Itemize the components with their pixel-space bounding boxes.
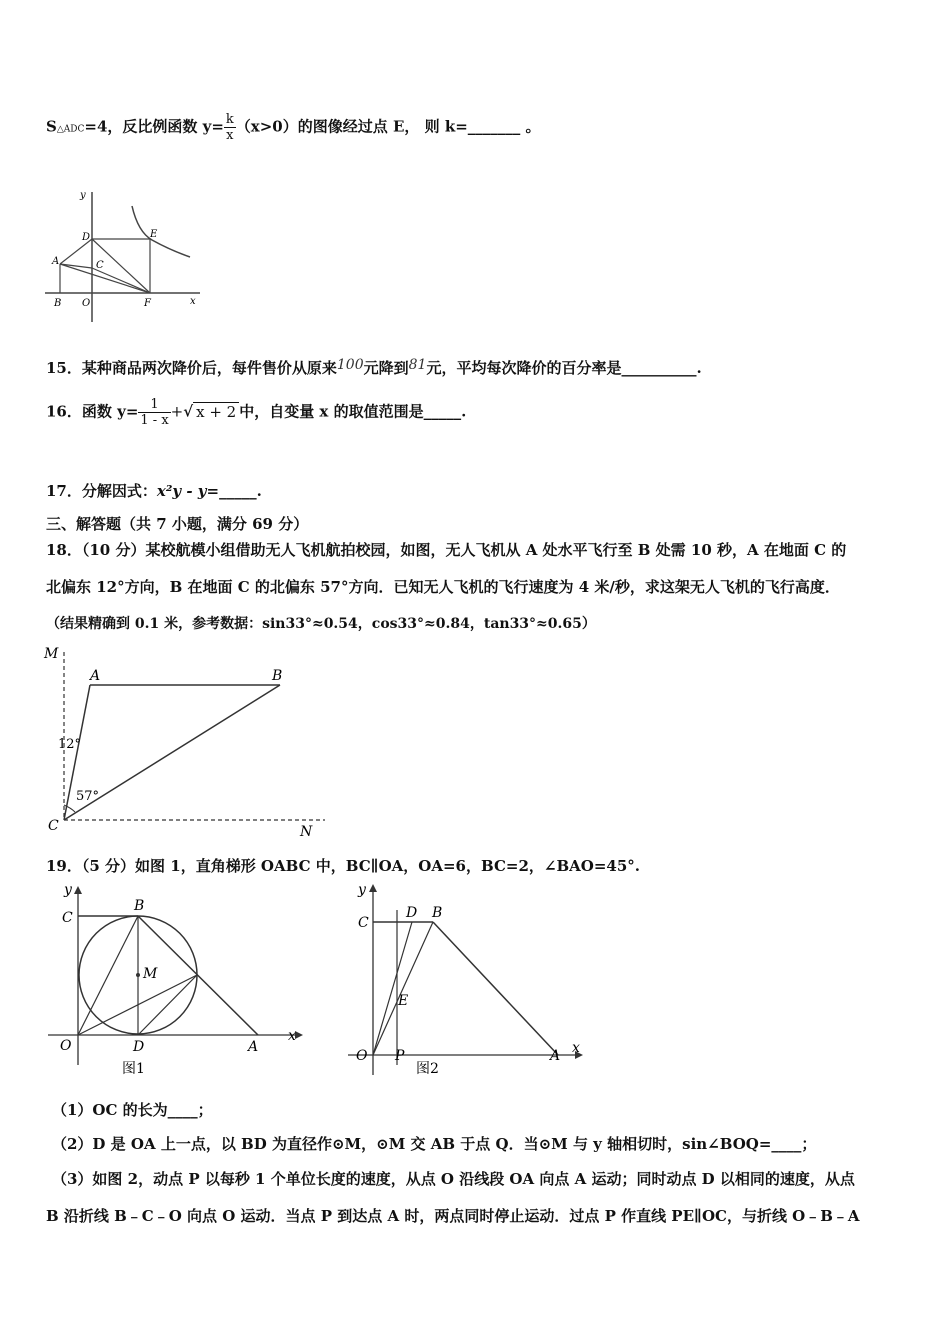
fig2-label-O: O [356, 1048, 368, 1064]
q15-text2: 元降到 [363, 359, 409, 377]
q18-label-C: C [48, 818, 59, 834]
q14-label-E: E [150, 229, 158, 240]
q14-blank: _______ [467, 117, 521, 136]
fig1-label-D: D [133, 1039, 145, 1055]
section-3-heading: 三、解答题（共 7 小题，满分 69 分） [46, 515, 309, 533]
q17-blank: _____ [219, 482, 257, 500]
q19-sub1: （1）OC 的长为____； [52, 1101, 213, 1119]
fig1-label-B: B [134, 898, 145, 914]
fig2-label-y: y [358, 882, 366, 898]
q19-sub3-line1: （3）如图 2，动点 P 以每秒 1 个单位长度的速度，从点 O 沿线段 OA 向点 A 运动；同时动点 D 以相同的速度，从点 [52, 1170, 855, 1188]
fig2-line-BA [433, 922, 558, 1055]
q14-text1: =4，反比例函数 y= [84, 117, 224, 136]
q15-value-81: 81 [408, 357, 427, 373]
fig2-label-C: C [358, 915, 369, 931]
fig2-label-D: D [406, 905, 418, 921]
q17-end: . [256, 482, 262, 500]
q19-sub2: （2）D 是 OA 上一点，以 BD 为直径作⊙M，⊙M 交 AB 于点 Q．当⊙M 与 y 轴相切时，sin∠BOQ=____； [52, 1135, 817, 1153]
fig1-y-arrow [74, 886, 82, 894]
q14-label-B: B [54, 298, 62, 309]
q14-label-x: x [190, 296, 196, 307]
fig1-caption: 图1 [122, 1061, 145, 1077]
fig1-line-OB [78, 916, 138, 1035]
q14-line-AF [60, 264, 150, 293]
q19-figure1 [40, 880, 320, 1080]
q17-text1: 分解因式： [81, 482, 157, 500]
q16-blank: _____ [423, 402, 462, 421]
q14-frac-num: k [225, 112, 234, 127]
fig1-label-A: A [248, 1039, 259, 1055]
q18-line1: 18．（10 分）某校航模小组借助无人飞机航拍校园，如图，无人飞机从 A 处水平飞行至 B 处需 10 秒，A 在地面 C 的 [46, 541, 847, 559]
q14-label-C: C [96, 260, 104, 271]
q14-line [46, 112, 541, 143]
fig2-label-P: P [395, 1048, 405, 1064]
fig2-line-OB [373, 922, 433, 1055]
q18-line2: 北偏东 12°方向，B 在地面 C 的北偏东 57°方向．已知无人飞机的飞行速度为 4 米/秒，求这架无人飞机的飞行高度． [46, 578, 840, 596]
q14-text2: （x>0）的图像经过点 E， 则 k= [235, 117, 468, 136]
q19-figure2 [340, 880, 600, 1080]
q14-label-D: D [82, 232, 91, 243]
fig1-x-arrow [295, 1031, 303, 1039]
q16-text2: 中，自变量 x 的取值范围是 [239, 402, 424, 421]
q14-frac-den: x [226, 128, 234, 143]
q15-number: 15． [46, 359, 82, 377]
fig1-label-x: x [288, 1028, 296, 1044]
q18-figure [40, 640, 340, 840]
q14-label-F: F [144, 298, 151, 309]
q15-text1: 某种商品两次降价后，每件售价从原来 [81, 359, 337, 377]
q18-label-B: B [272, 668, 283, 684]
q14-hyperbola [132, 206, 190, 257]
fig2-y-arrow [369, 884, 377, 892]
q18-label-A: A [90, 668, 101, 684]
q18-label-M: M [44, 646, 59, 662]
q18-angle-12: 12° [58, 737, 82, 752]
q15-blank: __________ [621, 359, 697, 377]
q14-fraction [224, 112, 236, 143]
q16-frac-den: 1 - x [140, 413, 169, 428]
q14-subscript: △ADC [56, 124, 85, 135]
q15-line [46, 357, 702, 378]
q14-s: S [46, 117, 57, 136]
q16-plus: + [170, 402, 184, 421]
fig1-center-M [136, 973, 140, 977]
q14-end: 。 [520, 117, 541, 136]
q16-sqrt: x + 2 [193, 402, 239, 421]
q16-number: 16． [46, 402, 82, 421]
q17-line [46, 480, 262, 501]
q16-fraction [138, 397, 170, 428]
fig1-label-y: y [64, 882, 72, 898]
fig2-label-B: B [432, 905, 443, 921]
q19-sub3-line2: B 沿折线 B﹣C﹣O 向点 O 运动．当点 P 到达点 A 时，两点同时停止运动．过点 P 作直线 PE∥OC，与折线 O﹣B﹣A [46, 1207, 860, 1225]
q18-label-N: N [300, 824, 313, 840]
fig1-label-M: M [143, 966, 158, 982]
q14-figure [40, 182, 210, 332]
fig1-label-O: O [60, 1038, 72, 1054]
fig2-label-A: A [550, 1048, 561, 1064]
fig2-line-OD [373, 922, 412, 1055]
q14-label-y: y [80, 190, 86, 201]
fig2-label-x: x [572, 1040, 580, 1056]
q16-line: 16．函数 y= $\frac{1}{1 - x}$ +√ x + 2 中，自变量 x 的取值范围是_____. [46, 397, 467, 428]
q14-line-CF [92, 268, 150, 293]
q15-text3: 元，平均每次降价的百分率是 [426, 359, 622, 377]
q14-label-O: O [82, 298, 91, 309]
q14-label-A: A [52, 256, 60, 267]
q17-number: 17． [46, 482, 82, 500]
q17-expression: x²y - y= [156, 482, 220, 500]
q15-end: . [696, 359, 702, 377]
q18-angle-57: 57° [76, 789, 100, 804]
q16-end: . [461, 402, 467, 421]
q15-value-100: 100 [336, 357, 364, 373]
q16-frac-num: 1 [138, 397, 170, 413]
fig2-caption: 图2 [416, 1061, 439, 1077]
q18-line3: （结果精确到 0.1 米，参考数据：sin33°≈0.54，cos33°≈0.84，tan33°≈0.65） [46, 616, 596, 632]
q16-text1: 函数 y= [81, 402, 139, 421]
q19-line1: 19．（5 分）如图 1，直角梯形 OABC 中，BC∥OA，OA=6，BC=2，∠BAO=45°. [46, 857, 641, 875]
fig2-label-E: E [398, 993, 409, 1009]
fig1-label-C: C [62, 910, 73, 926]
